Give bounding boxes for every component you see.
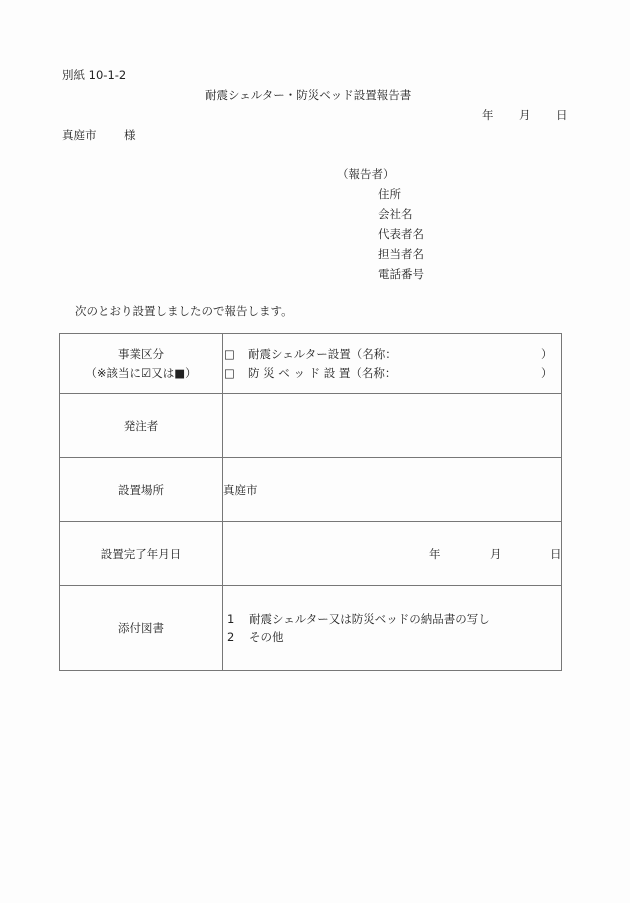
reporter-field-contact-person: 担当者名 [378, 247, 424, 261]
location-label: 設置場所 [60, 458, 223, 522]
attachments-label: 添付図書 [60, 586, 223, 671]
option-shelter[interactable] [223, 345, 561, 364]
attachments-list [223, 586, 562, 671]
reporter-field-representative: 代表者名 [378, 227, 424, 241]
reporter-label: （報告者） [337, 167, 395, 181]
reporter-field-address: 住所 [378, 187, 401, 201]
row-business-type [60, 334, 562, 394]
report-form-table [59, 333, 562, 671]
row-completion-date [60, 522, 562, 586]
date-day-label: 日 [556, 108, 568, 122]
checkbox-icon[interactable]: □ [224, 365, 235, 380]
orderer-label: 発注者 [60, 394, 223, 458]
option-shelter-text: 耐震シェルター設置（名称： [248, 346, 397, 361]
completion-date-field[interactable] [223, 522, 562, 586]
attachment-item [223, 628, 561, 646]
document-title: 耐震シェルター・防災ベッド設置報告書 [205, 88, 412, 102]
business-type-value [223, 334, 562, 394]
orderer-field[interactable] [223, 394, 562, 458]
business-type-label-line1: 事業区分 [118, 346, 164, 361]
document-id: 別紙 10-1-2 [62, 68, 127, 82]
close-paren: ） [541, 346, 553, 361]
option-bed[interactable] [223, 364, 561, 383]
date-year-label: 年 [482, 108, 494, 122]
attachment-item [223, 610, 561, 628]
attachment-text: 耐震シェルター又は防災ベッドの納品書の写し [249, 612, 490, 626]
close-paren: ） [541, 365, 553, 380]
completion-date-label: 設置完了年月日 [60, 522, 223, 586]
row-attachments [60, 586, 562, 671]
checkbox-icon[interactable]: □ [224, 346, 235, 361]
reporter-field-phone: 電話番号 [378, 267, 424, 281]
completion-month-label: 月 [490, 546, 502, 561]
business-type-label [60, 334, 223, 394]
addressee-city: 真庭市 [62, 128, 97, 142]
attachment-number: 1 [227, 612, 235, 626]
attachment-number: 2 [227, 630, 235, 644]
intro-text: 次のとおり設置しましたので報告します。 [75, 304, 293, 318]
date-month-label: 月 [519, 108, 531, 122]
addressee-honorific: 様 [124, 128, 136, 142]
row-location [60, 458, 562, 522]
completion-year-label: 年 [429, 546, 441, 561]
row-orderer [60, 394, 562, 458]
business-type-label-line2: （※該当に☑又は■） [85, 365, 197, 380]
option-bed-text: 防 災 ベ ッ ド 設 置（名称： [248, 365, 397, 380]
attachment-text: その他 [249, 630, 284, 644]
completion-day-label: 日 [550, 546, 562, 561]
reporter-field-company: 会社名 [378, 207, 413, 221]
location-field[interactable]: 真庭市 [223, 458, 562, 522]
